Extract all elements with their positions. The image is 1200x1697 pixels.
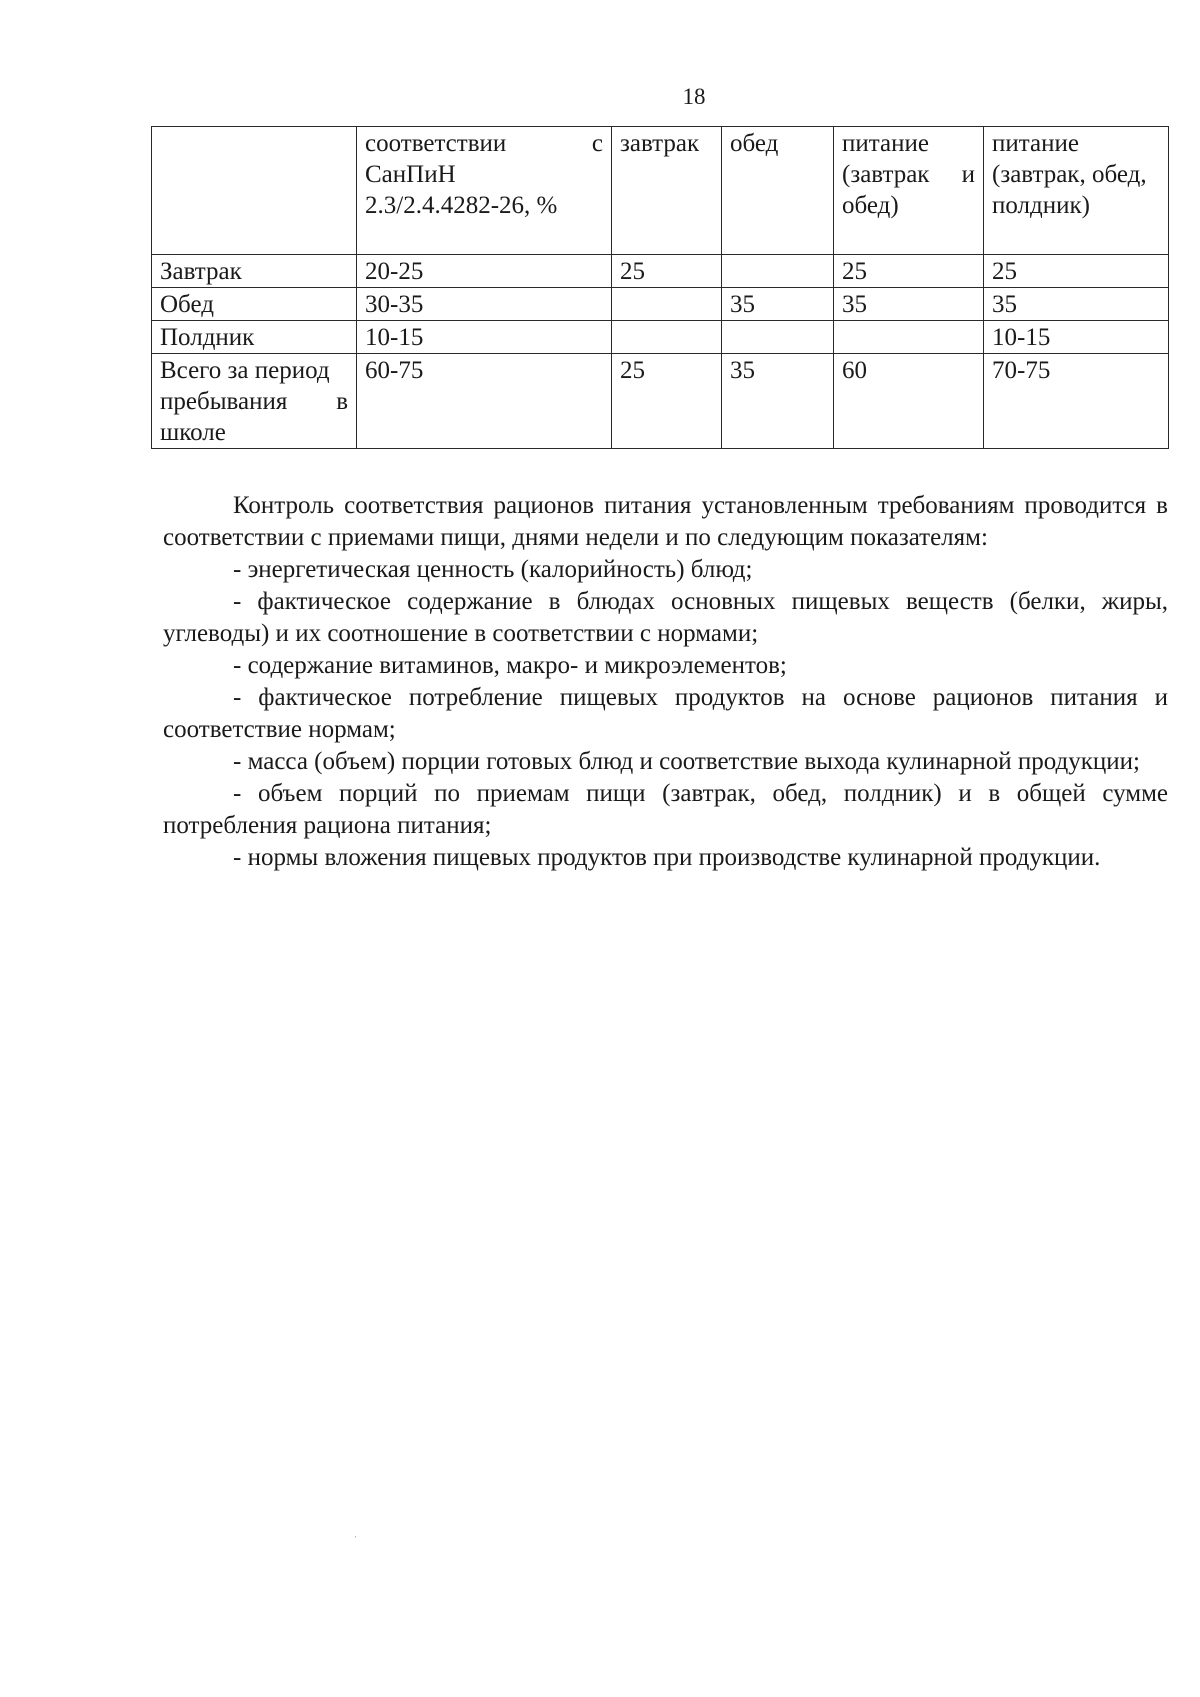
total-label-line2 <box>160 386 348 417</box>
header-cell-norm <box>357 127 612 255</box>
total-label-line3: школе <box>160 419 226 446</box>
cell-three-meals: 70-75 <box>984 354 1169 449</box>
list-item: - объем порций по приемам пищи (завтрак, обед, полдник) и в общей сумме потребления рациона питания; <box>163 780 1168 839</box>
cell-norm: 20-25 <box>357 255 612 288</box>
total-label-line1: Всего за период <box>160 357 330 384</box>
list-item: - масса (объем) порции готовых блюд и соответствие выхода кулинарной продукции; <box>233 748 1140 775</box>
cell-norm: 60-75 <box>357 354 612 449</box>
list-item: - энергетическая ценность (калорийность) блюд; <box>233 556 753 583</box>
header-norm-preposition: с <box>591 130 603 157</box>
scan-speck-mark: ˈ <box>354 1535 358 1546</box>
table-header-row <box>152 127 1169 255</box>
list-item: - фактическое содержание в блюдах основных пищевых веществ (белки, жиры, углеводы) и их соотношение в соответствии с нормами; <box>163 588 1168 647</box>
header-cell-three-meals: питание (завтрак, обед, полдник) <box>984 127 1169 255</box>
total-label-preposition: в <box>336 388 348 415</box>
table-row <box>152 288 1169 321</box>
intro-paragraph: Контроль соответствия рационов питания установленным требованиям проводится в соответствии с приемами пищи, днями недели и по следующим показателям: <box>163 492 1168 551</box>
cell-lunch: 35 <box>722 288 834 321</box>
cell-meal: Полдник <box>152 321 357 354</box>
cell-norm: 30-35 <box>357 288 612 321</box>
cell-breakfast: 25 <box>612 255 722 288</box>
cell-breakfast <box>612 321 722 354</box>
cell-lunch <box>722 255 834 288</box>
header-cell-meal <box>152 127 357 255</box>
cell-breakfast: 25 <box>612 354 722 449</box>
page-number: 18 <box>682 84 706 109</box>
table-row <box>152 255 1169 288</box>
list-item: - фактическое потребление пищевых продуктов на основе рационов питания и соответствие нормам; <box>163 684 1168 743</box>
cell-three-meals: 35 <box>984 288 1169 321</box>
table-row <box>152 321 1169 354</box>
cell-three-meals: 25 <box>984 255 1169 288</box>
cell-total-label <box>152 354 357 449</box>
cell-two-meals: 25 <box>834 255 984 288</box>
list-item: - содержание витаминов, макро- и микроэлементов; <box>233 652 787 679</box>
header-norm-line3: 2.3/2.4.4282-26, % <box>365 192 558 219</box>
cell-two-meals: 35 <box>834 288 984 321</box>
header-norm-word: соответствии <box>365 130 507 157</box>
meal-ratio-table <box>151 126 1169 449</box>
cell-lunch <box>722 321 834 354</box>
cell-two-meals: 60 <box>834 354 984 449</box>
cell-norm: 10-15 <box>357 321 612 354</box>
table-total-row <box>152 354 1169 449</box>
body-text <box>163 490 1168 874</box>
cell-two-meals <box>834 321 984 354</box>
header-cell-lunch: обед <box>722 127 834 255</box>
cell-meal: Обед <box>152 288 357 321</box>
header-cell-two-meals: питание (завтрак и обед) <box>834 127 984 255</box>
total-label-word: пребывания <box>160 388 288 415</box>
list-item: - нормы вложения пищевых продуктов при производстве кулинарной продукции. <box>233 844 1101 871</box>
header-norm-line1 <box>365 128 603 159</box>
cell-lunch: 35 <box>722 354 834 449</box>
cell-meal: Завтрак <box>152 255 357 288</box>
cell-breakfast <box>612 288 722 321</box>
cell-three-meals: 10-15 <box>984 321 1169 354</box>
header-norm-line2: СанПиН <box>365 161 456 188</box>
header-cell-breakfast: завтрак <box>612 127 722 255</box>
